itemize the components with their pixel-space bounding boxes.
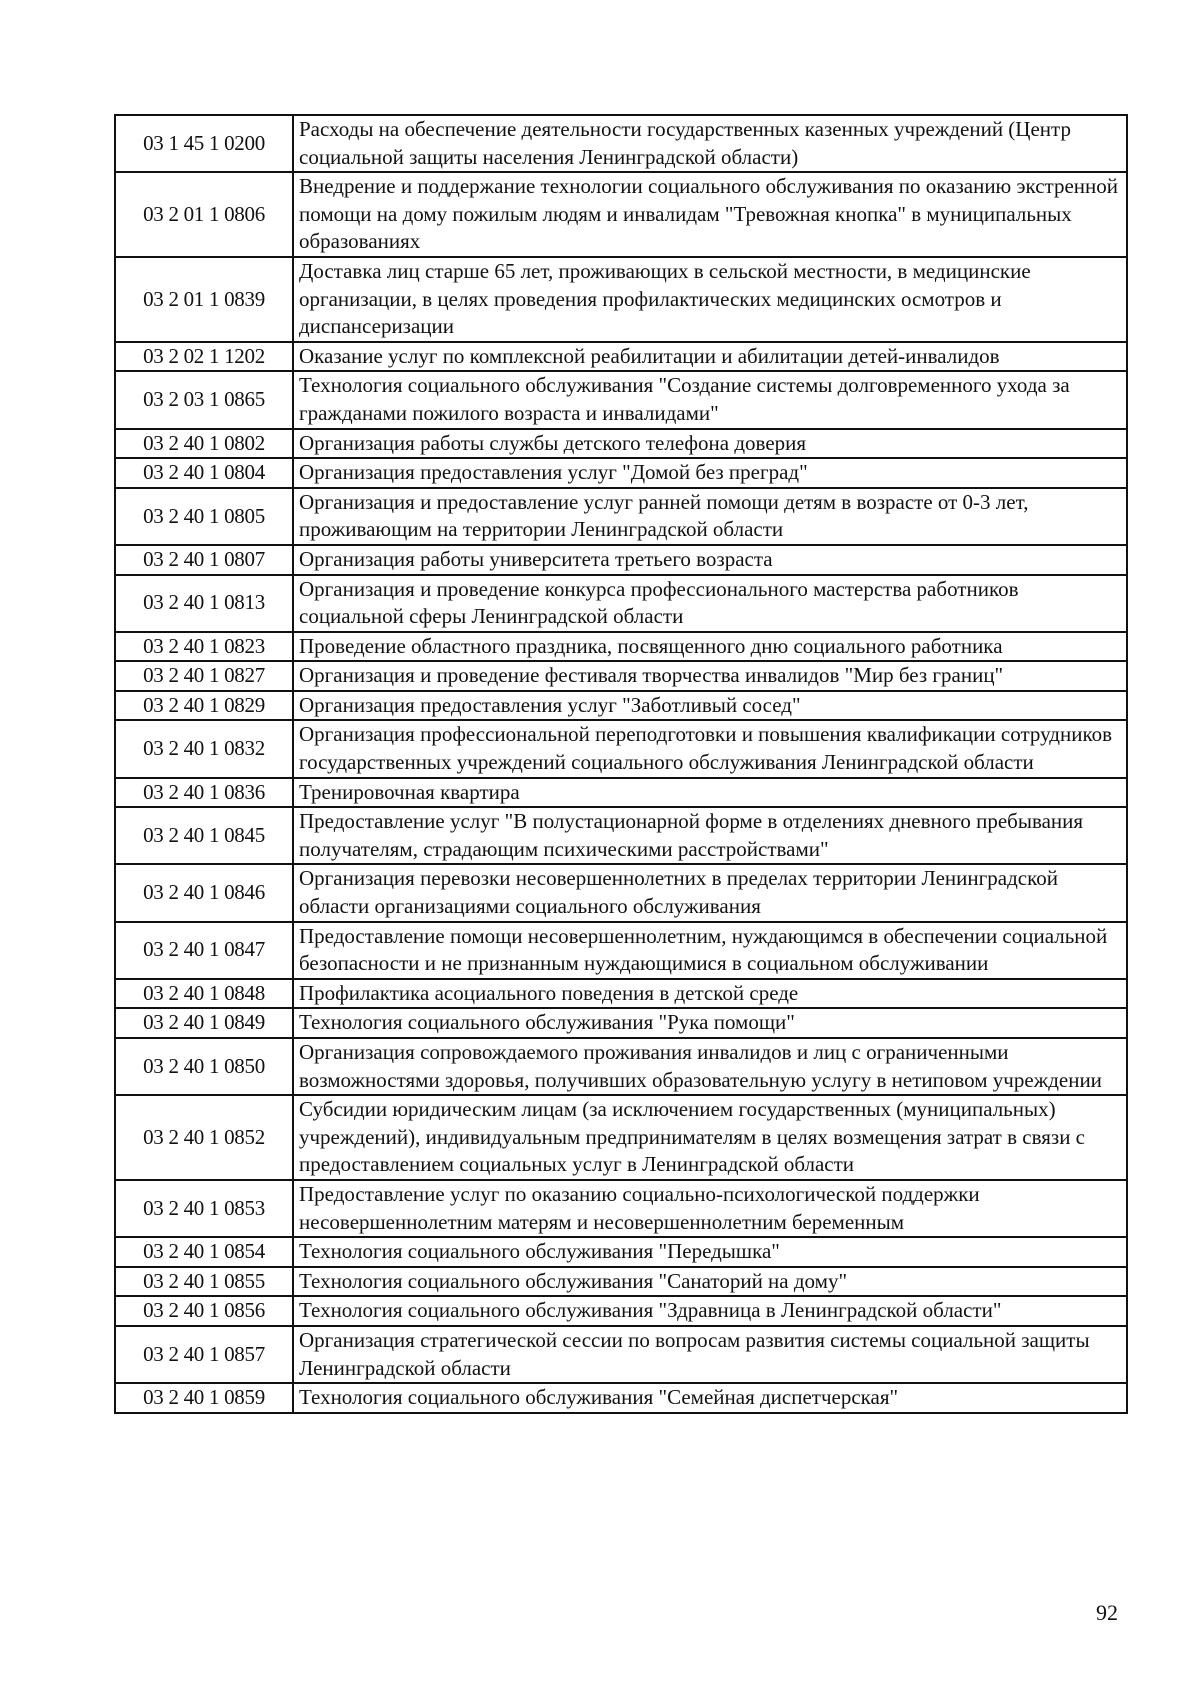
table-row xyxy=(115,488,1127,545)
row-code: 03 2 40 1 0807 xyxy=(115,545,293,575)
table-row xyxy=(115,807,1127,864)
row-code: 03 2 40 1 0845 xyxy=(115,807,293,864)
row-code: 03 2 02 1 1202 xyxy=(115,342,293,372)
table-row xyxy=(115,1237,1127,1267)
table-row xyxy=(115,1383,1127,1413)
table-row xyxy=(115,979,1127,1009)
row-description: Организация сопровождаемого проживания инвалидов и лиц с ограниченными возможностями здоровья, получивших образовательную услугу в нетиповом учреждении xyxy=(293,1038,1127,1095)
row-code: 03 2 40 1 0832 xyxy=(115,720,293,777)
row-code: 03 2 40 1 0856 xyxy=(115,1296,293,1326)
row-description: Организация и проведение фестиваля творчества инвалидов "Мир без границ" xyxy=(293,661,1127,691)
table-row xyxy=(115,691,1127,721)
row-description: Организация и проведение конкурса профессионального мастерства работников социальной сферы Ленинградской области xyxy=(293,575,1127,632)
table-row xyxy=(115,1326,1127,1383)
row-description: Технология социального обслуживания "Семейная диспетчерская" xyxy=(293,1383,1127,1413)
table-row xyxy=(115,458,1127,488)
row-description: Организация и предоставление услуг ранней помощи детям в возрасте от 0-3 лет, проживающим на территории Ленинградской области xyxy=(293,488,1127,545)
row-description: Внедрение и поддержание технологии социального обслуживания по оказанию экстренной помощи на дому пожилым людям и инвалидам "Тревожная кнопка" в муниципальных образованиях xyxy=(293,172,1127,257)
table-row xyxy=(115,864,1127,921)
row-code: 03 2 40 1 0847 xyxy=(115,922,293,979)
row-description: Организация перевозки несовершеннолетних в пределах территории Ленинградской области организациями социального обслуживания xyxy=(293,864,1127,921)
table-row xyxy=(115,661,1127,691)
table-row xyxy=(115,1095,1127,1180)
row-description: Проведение областного праздника, посвященного дню социального работника xyxy=(293,632,1127,662)
row-description: Расходы на обеспечение деятельности государственных казенных учреждений (Центр социальной защиты населения Ленинградской области) xyxy=(293,115,1127,172)
row-code: 03 2 40 1 0804 xyxy=(115,458,293,488)
row-description: Технология социального обслуживания "Передышка" xyxy=(293,1237,1127,1267)
table-row xyxy=(115,1267,1127,1297)
row-code: 03 2 40 1 0857 xyxy=(115,1326,293,1383)
row-description: Предоставление помощи несовершеннолетним, нуждающимся в обеспечении социальной безопасности и не признанным нуждающимися в социальном обслуживании xyxy=(293,922,1127,979)
row-code: 03 2 40 1 0829 xyxy=(115,691,293,721)
row-code: 03 2 03 1 0865 xyxy=(115,371,293,428)
row-code: 03 2 40 1 0855 xyxy=(115,1267,293,1297)
row-code: 03 2 40 1 0852 xyxy=(115,1095,293,1180)
row-description: Предоставление услуг по оказанию социально-психологической поддержки несовершеннолетним матерям и несовершеннолетним беременным xyxy=(293,1180,1127,1237)
row-code: 03 2 40 1 0854 xyxy=(115,1237,293,1267)
table-row xyxy=(115,632,1127,662)
row-code: 03 2 40 1 0853 xyxy=(115,1180,293,1237)
row-description: Организация работы университета третьего возраста xyxy=(293,545,1127,575)
row-description: Профилактика асоциального поведения в детской среде xyxy=(293,979,1127,1009)
row-code: 03 2 01 1 0839 xyxy=(115,257,293,342)
budget-codes-table xyxy=(114,114,1128,1414)
table-row xyxy=(115,922,1127,979)
row-description: Тренировочная квартира xyxy=(293,778,1127,808)
row-code: 03 2 40 1 0859 xyxy=(115,1383,293,1413)
row-code: 03 2 40 1 0846 xyxy=(115,864,293,921)
table-row xyxy=(115,575,1127,632)
row-code: 03 2 40 1 0805 xyxy=(115,488,293,545)
table-row xyxy=(115,720,1127,777)
row-description: Технология социального обслуживания "Рука помощи" xyxy=(293,1008,1127,1038)
row-description: Организация работы службы детского телефона доверия xyxy=(293,429,1127,459)
row-code: 03 2 40 1 0813 xyxy=(115,575,293,632)
table-row xyxy=(115,1038,1127,1095)
row-description: Предоставление услуг "В полустационарной форме в отделениях дневного пребывания получателям, страдающим психическими расстройствами" xyxy=(293,807,1127,864)
table-row xyxy=(115,1180,1127,1237)
page-number: 92 xyxy=(1096,1600,1118,1625)
row-code: 03 2 01 1 0806 xyxy=(115,172,293,257)
row-code: 03 2 40 1 0848 xyxy=(115,979,293,1009)
row-code: 03 2 40 1 0827 xyxy=(115,661,293,691)
row-code: 03 2 40 1 0850 xyxy=(115,1038,293,1095)
row-description: Технология социального обслуживания "Санаторий на дому" xyxy=(293,1267,1127,1297)
row-code: 03 2 40 1 0802 xyxy=(115,429,293,459)
table-row xyxy=(115,172,1127,257)
row-description: Оказание услуг по комплексной реабилитации и абилитации детей-инвалидов xyxy=(293,342,1127,372)
table-row xyxy=(115,429,1127,459)
row-code: 03 2 40 1 0849 xyxy=(115,1008,293,1038)
row-description: Технология социального обслуживания "Создание системы долговременного ухода за гражданами пожилого возраста и инвалидами" xyxy=(293,371,1127,428)
row-description: Субсидии юридическим лицам (за исключением государственных (муниципальных) учреждений), индивидуальным предпринимателям в целях возмещения затрат в связи с предоставлением социальных услуг в Ленинградской области xyxy=(293,1095,1127,1180)
row-description: Организация профессиональной переподготовки и повышения квалификации сотрудников государственных учреждений социального обслуживания Ленинградской области xyxy=(293,720,1127,777)
table-row xyxy=(115,115,1127,172)
table-row xyxy=(115,371,1127,428)
row-description: Организация предоставления услуг "Заботливый сосед" xyxy=(293,691,1127,721)
table-row xyxy=(115,1008,1127,1038)
table-body xyxy=(115,115,1127,1413)
table-row xyxy=(115,257,1127,342)
row-code: 03 2 40 1 0836 xyxy=(115,778,293,808)
table-row xyxy=(115,778,1127,808)
row-description: Технология социального обслуживания "Здравница в Ленинградской области" xyxy=(293,1296,1127,1326)
row-code: 03 2 40 1 0823 xyxy=(115,632,293,662)
row-code: 03 1 45 1 0200 xyxy=(115,115,293,172)
table-row xyxy=(115,545,1127,575)
table-row xyxy=(115,342,1127,372)
row-description: Организация стратегической сессии по вопросам развития системы социальной защиты Ленинградской области xyxy=(293,1326,1127,1383)
row-description: Доставка лиц старше 65 лет, проживающих в сельской местности, в медицинские организации, в целях проведения профилактических медицинских осмотров и диспансеризации xyxy=(293,257,1127,342)
row-description: Организация предоставления услуг "Домой без преград" xyxy=(293,458,1127,488)
table-row xyxy=(115,1296,1127,1326)
